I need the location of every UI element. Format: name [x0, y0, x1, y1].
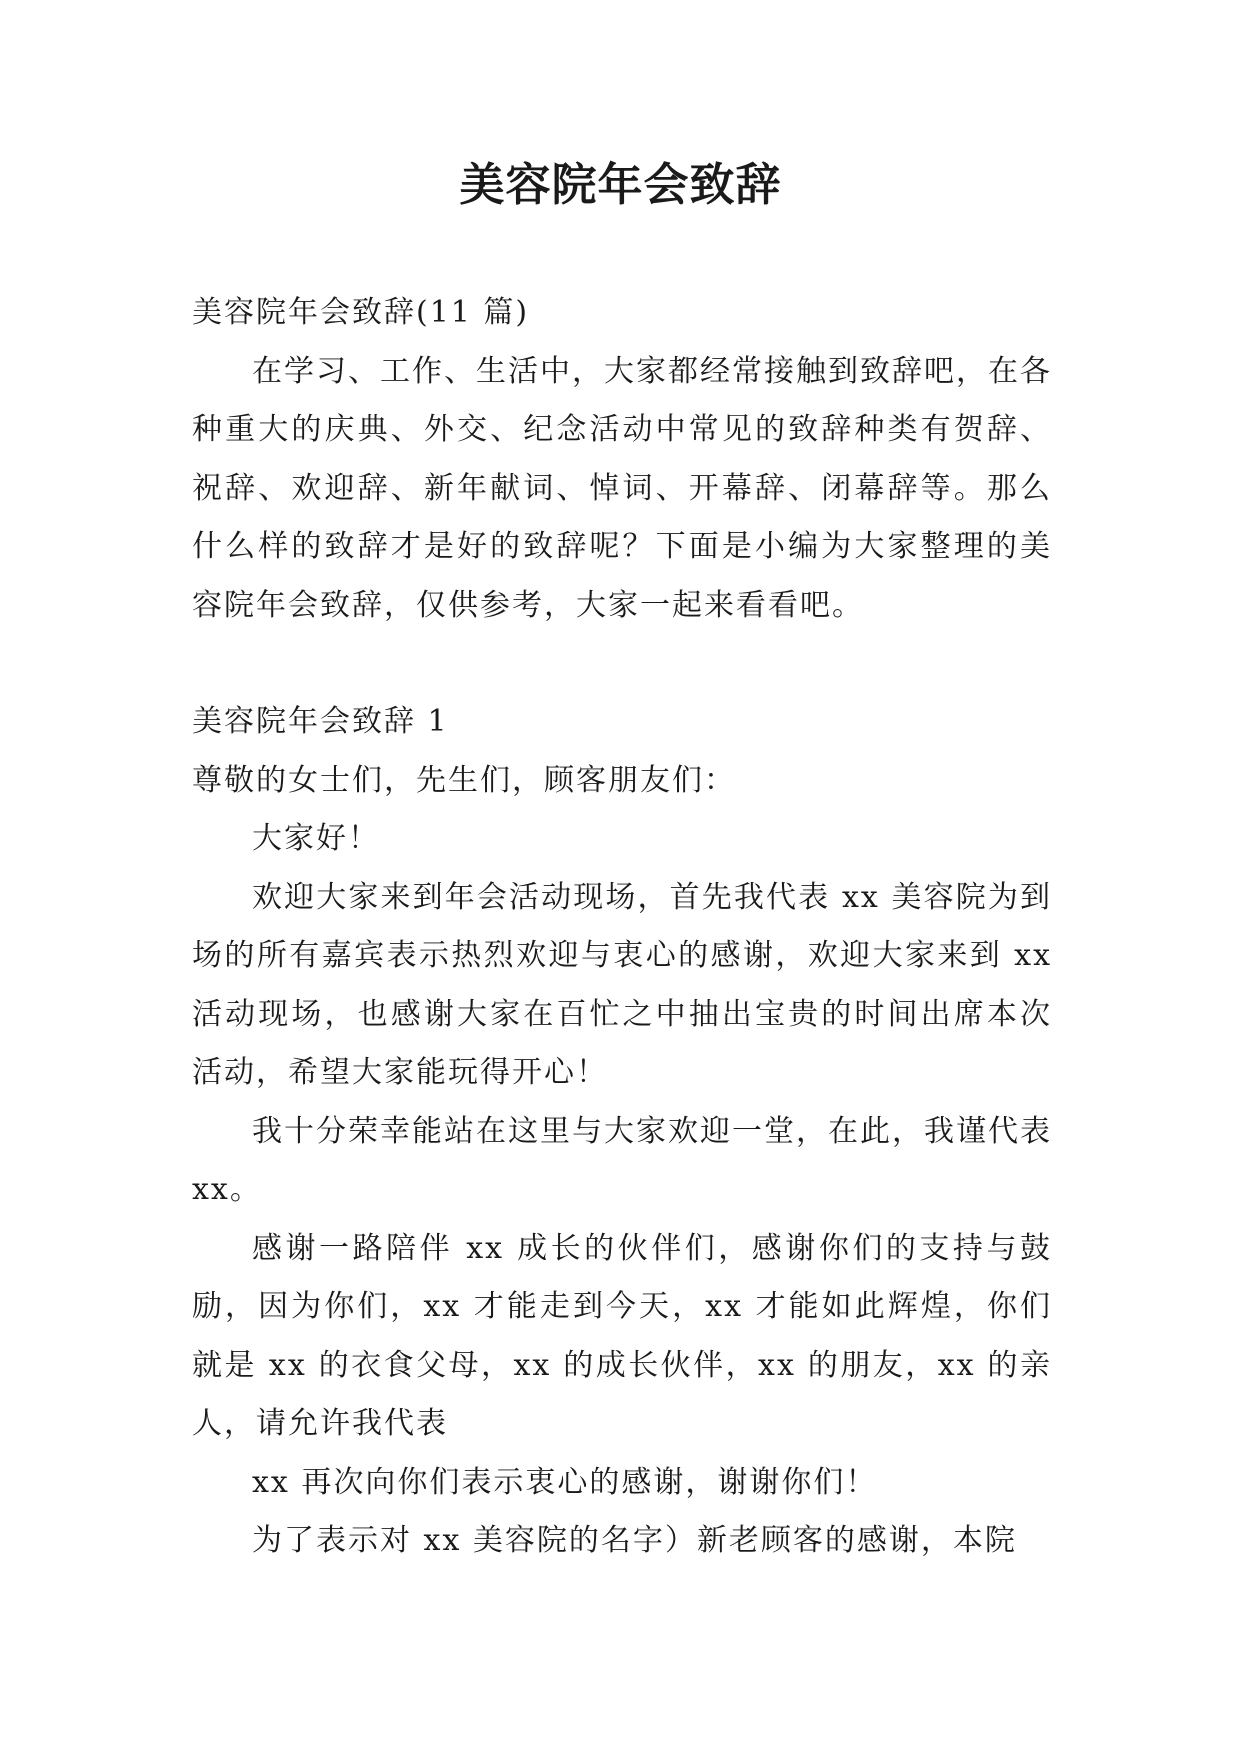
body-paragraph-3: 感谢一路陪伴 xx 成长的伙伴们，感谢你们的支持与鼓励，因为你们，xx 才能走到今天，xx 才能如此辉煌，你们就是 xx 的衣食父母，xx 的成长伙伴，xx 的朋友，xx 的亲人，请允许我代表: [192, 1230, 1052, 1441]
document-body: [192, 284, 1052, 1571]
intro-paragraph: 在学习、工作、生活中，大家都经常接触到致辞吧，在各种重大的庆典、外交、纪念活动中常见的致辞种类有贺辞、祝辞、欢迎辞、新年献词、悼词、开幕辞、闭幕辞等。那么什么样的致辞才是好的致辞呢？下面是小编为大家整理的美容院年会致辞，仅供参考，大家一起来看看吧。: [192, 353, 1052, 623]
section-heading: 美容院年会致辞 1: [192, 704, 449, 739]
section-spacer: [192, 635, 1052, 693]
body-paragraph-5: 为了表示对 xx 美容院的名字）新老顾客的感谢，本院: [252, 1523, 1017, 1558]
salutation: 尊敬的女士们，先生们，顾客朋友们：: [192, 762, 736, 798]
body-paragraph-2: 我十分荣幸能站在这里与大家欢迎一堂，在此，我谨代表 xx。: [192, 1113, 1052, 1207]
greeting: 大家好！: [252, 821, 380, 856]
document-title: 美容院年会致辞: [459, 158, 782, 211]
body-paragraph-1: 欢迎大家来到年会活动现场，首先我代表 xx 美容院为到场的所有嘉宾表示热烈欢迎与衷心的感谢，欢迎大家来到 xx 活动现场，也感谢大家在百忙之中抽出宝贵的时间出席本次活动，希望大家能玩得开心！: [192, 879, 1052, 1090]
document-subtitle: 美容院年会致辞(11 篇): [192, 295, 530, 330]
body-paragraph-4: xx 再次向你们表示衷心的感谢，谢谢你们！: [252, 1464, 878, 1500]
